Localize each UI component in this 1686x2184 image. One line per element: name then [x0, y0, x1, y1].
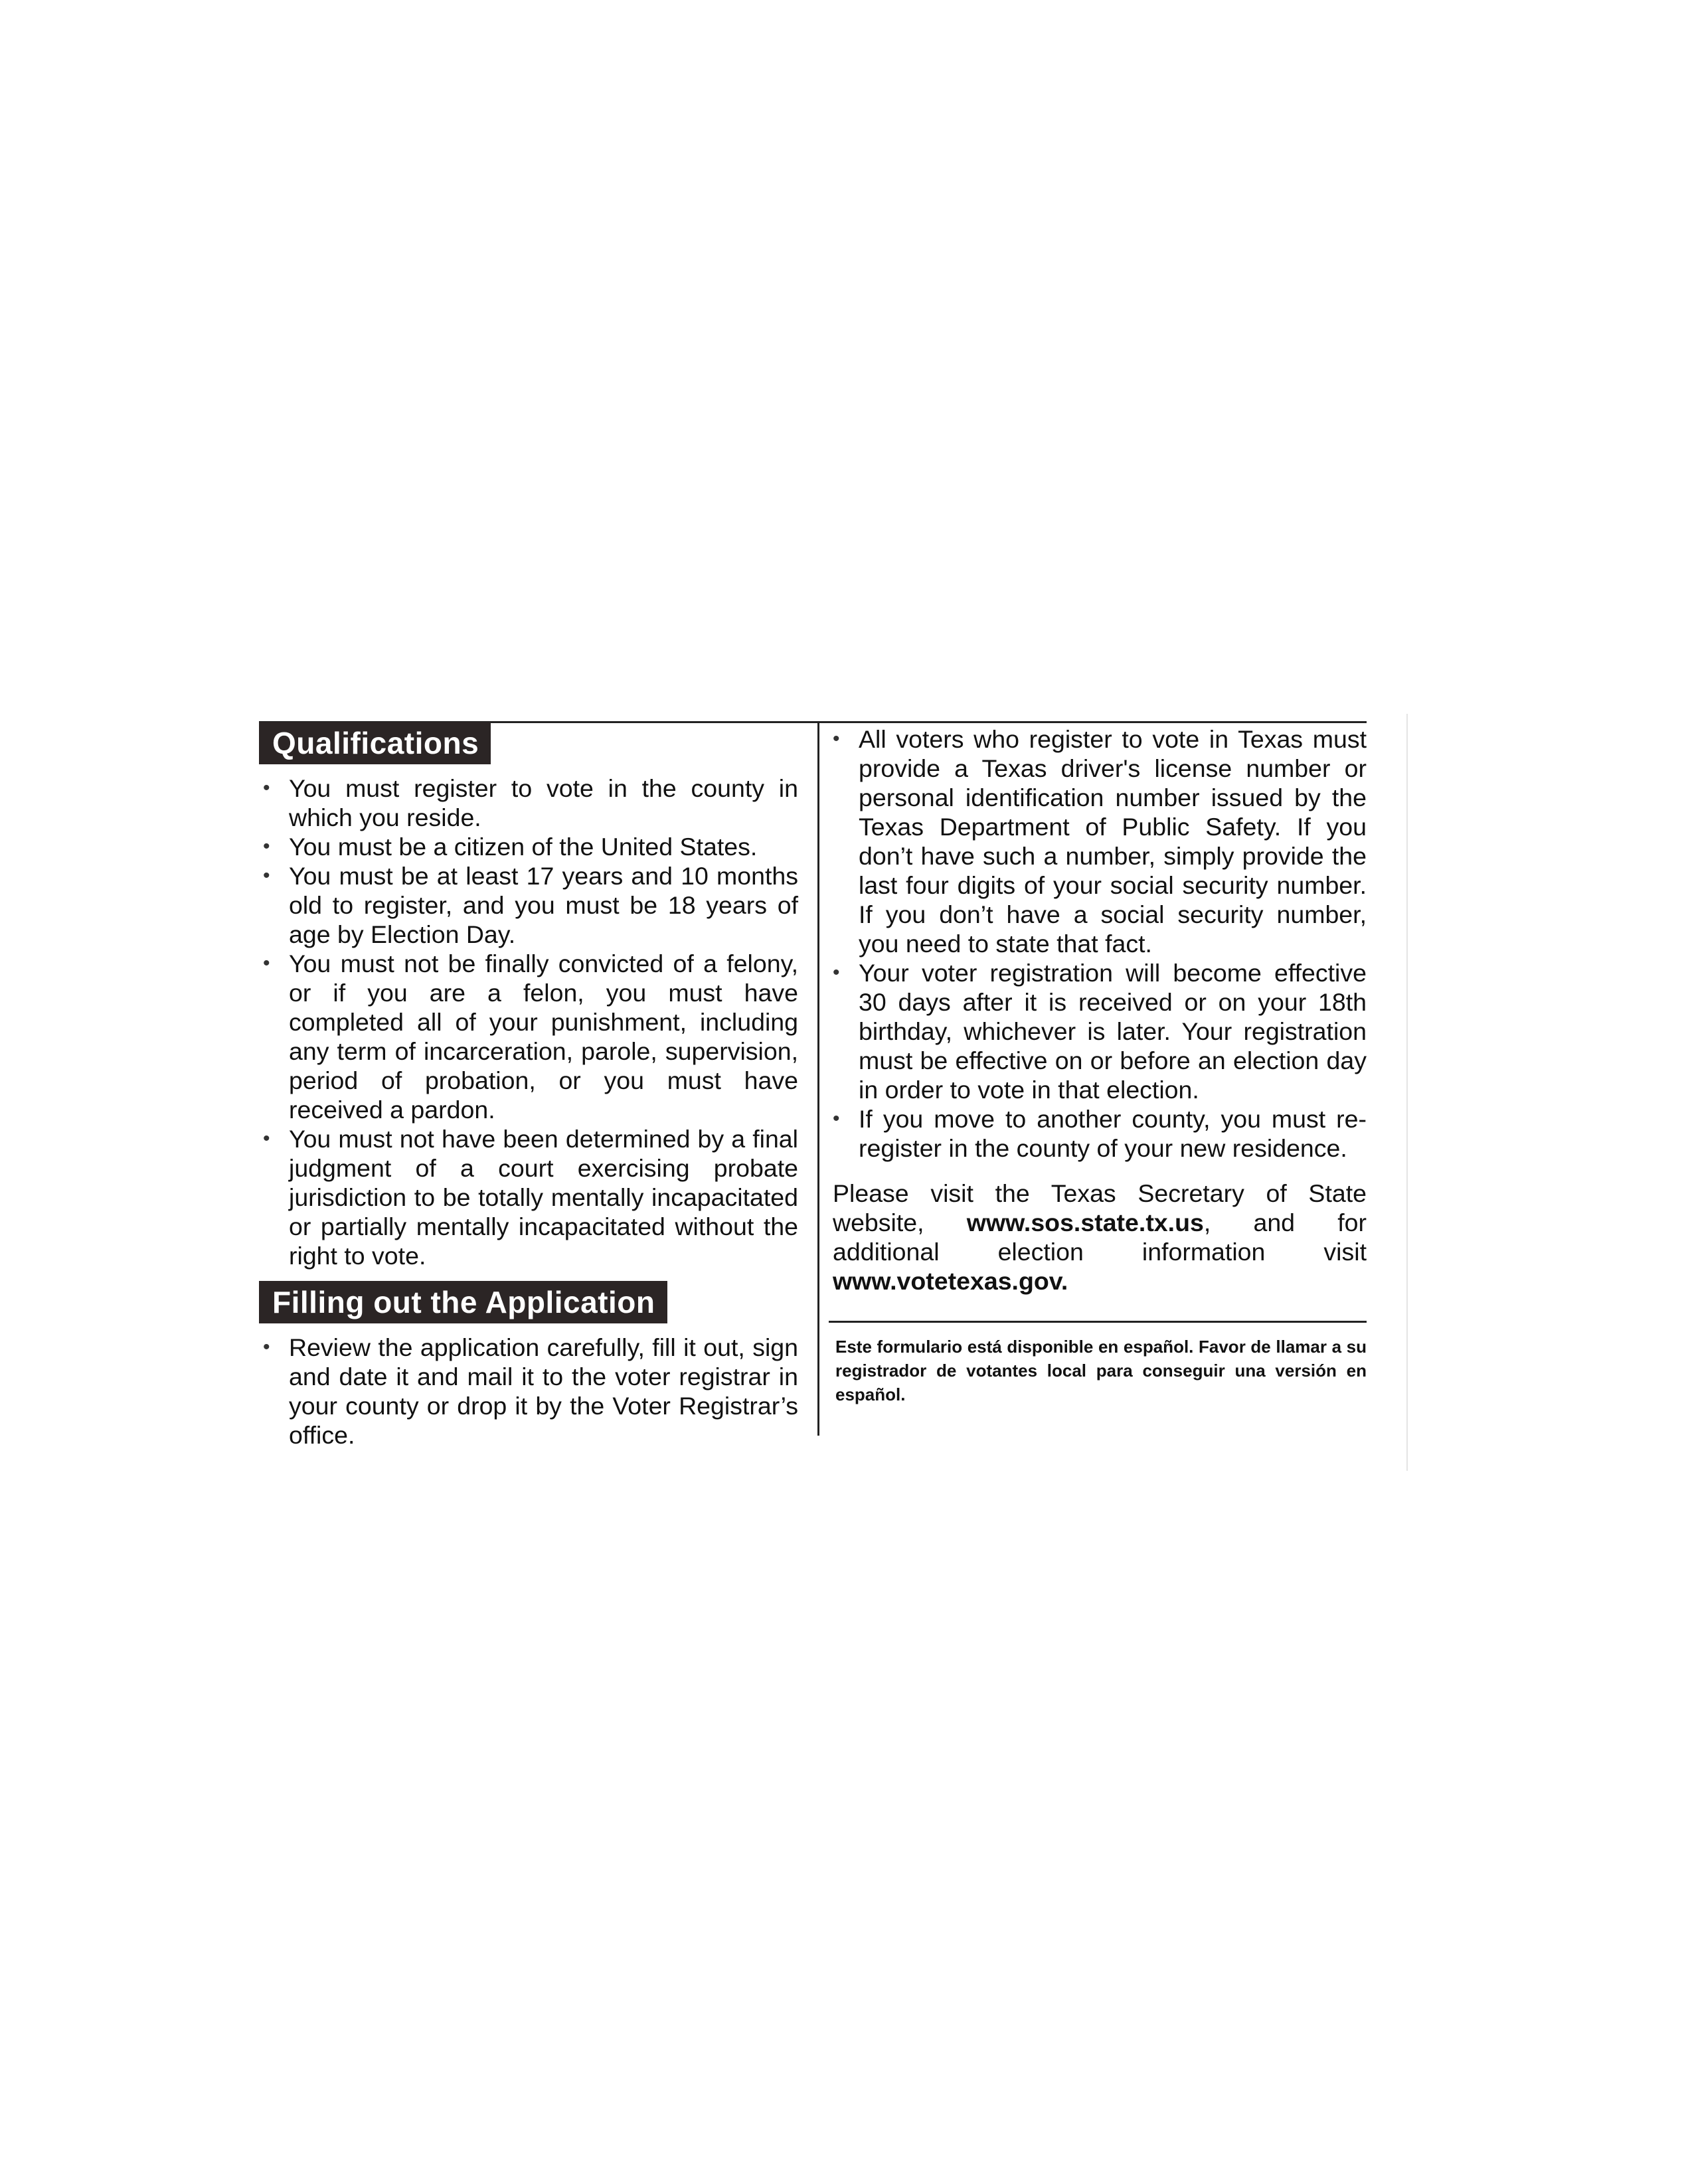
left-column: [259, 720, 798, 1450]
sos-website-link: www.sos.state.tx.us: [966, 1209, 1204, 1236]
filling-out-list: [259, 1333, 798, 1450]
qualification-item: • You must be a citizen of the United States.: [259, 832, 798, 861]
visit-paragraph: [829, 1179, 1367, 1296]
qualification-item: • You must not have been determined by a final judgment of a court exercising probate jurisdiction to be totally mentally incapacitated or partially mentally incapacitated without the right to vote.: [259, 1124, 798, 1270]
requirements-list: [829, 724, 1367, 1163]
requirement-item: • All voters who register to vote in Texas must provide a Texas driver's license number or personal identification number issued by the Texas Department of Public Safety. If you don’t have such a number, simply provide the last four digits of your social security number. If you don’t have a social security number, you need to state that fact.: [829, 724, 1367, 958]
right-column: [829, 720, 1367, 1406]
column-divider: [817, 721, 819, 1436]
qualification-item: • You must register to vote in the county in which you reside.: [259, 774, 798, 832]
qualifications-list: [259, 774, 798, 1270]
requirement-item: • Your voter registration will become effective 30 days after it is received or on your 18th birthday, whichever is later. Your registration must be effective on or before an election day in order to vote in that election.: [829, 958, 1367, 1104]
spanish-note: Este formulario está disponible en español. Favor de llamar a su registrador de votantes local para conseguir una versión en español.: [835, 1337, 1367, 1404]
votetexas-website-link: www.votetexas.gov.: [833, 1267, 1068, 1295]
visit-middle: , and for additional election information visit: [833, 1209, 1367, 1266]
qualification-item: • You must be at least 17 years and 10 months old to register, and you must be 18 years of age by Election Day.: [259, 861, 798, 949]
qualifications-header: Qualifications: [259, 722, 491, 764]
visit-prefix: Please visit the Texas Secretary of State website,: [833, 1179, 1367, 1236]
spanish-note-rule: [829, 1321, 1367, 1323]
card-right-edge: [1406, 714, 1408, 1471]
qualification-item: • You must not be finally convicted of a felony, or if you are a felon, you must have completed all of your punishment, including any term of incarceration, parole, supervision, period of probation, or you must have received a pardon.: [259, 949, 798, 1124]
requirement-item: • If you move to another county, you must re-register in the county of your new residence.: [829, 1104, 1367, 1163]
filling-out-header: Filling out the Application: [259, 1281, 667, 1323]
filling-out-item: • Review the application carefully, fill it out, sign and date it and mail it to the voter registrar in your county or drop it by the Voter Registrar’s office.: [259, 1333, 798, 1450]
